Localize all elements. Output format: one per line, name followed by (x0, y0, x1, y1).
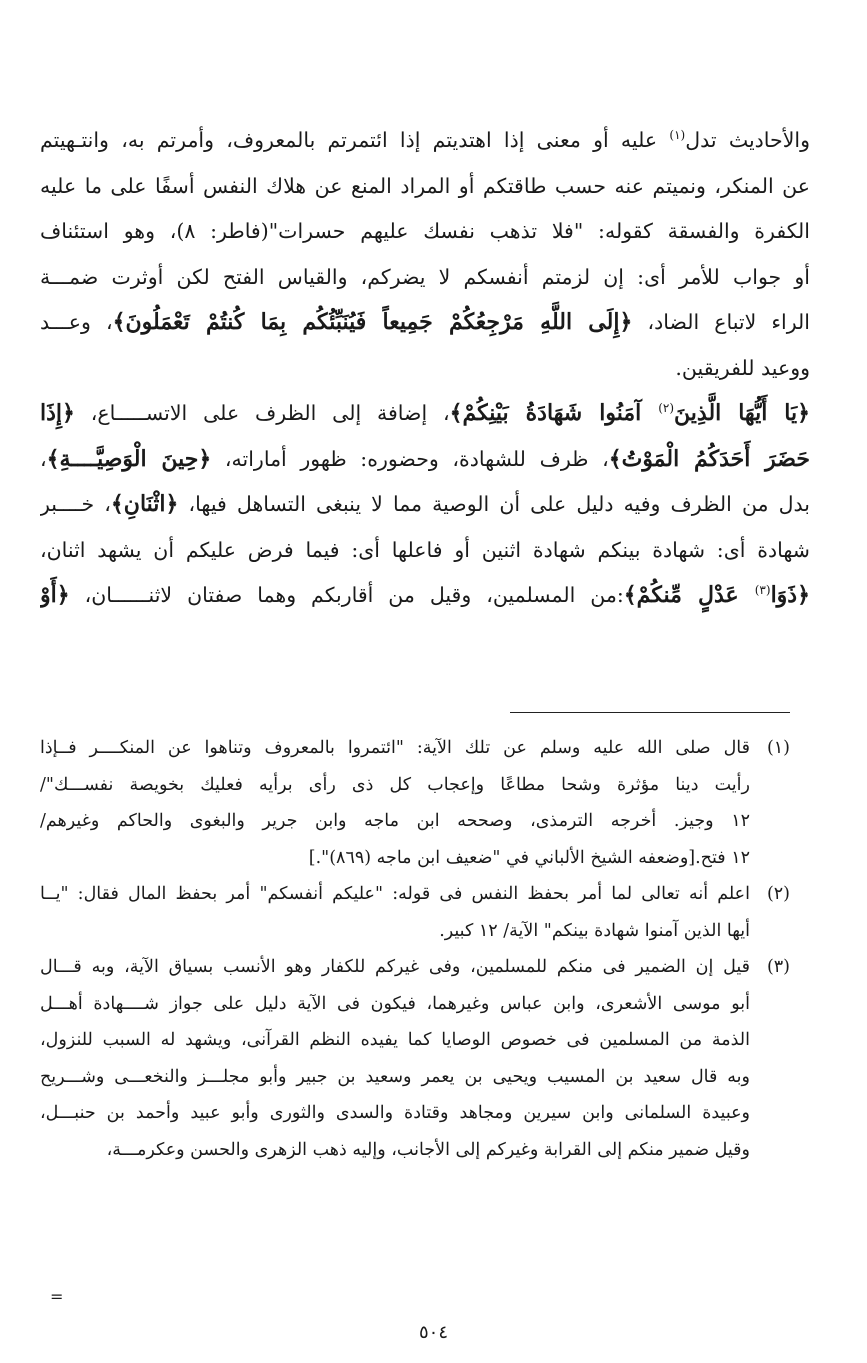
quran-quote: ﴿يَا أَيُّهَا الَّذِينَ (674, 400, 810, 426)
footnote-line: وعبيدة السلمانى وابن سيرين ومجاهد وقتادة والسدى والثورى وأبو عبيد وأحمد بن حنبـــل، (40, 1103, 750, 1123)
footnotes (40, 730, 790, 1168)
text-segment: عليه أو معنى إذا اهتديتم إذا ائتمرتم بالمعروف، وأمرتم به، وانتـهيتم (40, 128, 670, 152)
quran-quote: ﴿ذَوَا (770, 582, 810, 608)
footnote-line: اعلم أنه تعالى لما أمر بحفظ النفس فى قوله: "عليكم أنفسكم" أمر بحفظ المال فقال: "يــا (40, 884, 750, 904)
quran-quote: ﴿إِذَا (40, 400, 75, 426)
text-line (40, 482, 810, 528)
footnote-line: الذمة من المسلمين فى خصوص الوصايا كما يفيده النظم القرآنى، ويشهد له السبب للنزول، (40, 1030, 750, 1050)
text-line (40, 255, 810, 301)
quran-quote: آمَنُوا شَهَادَةُ بَيْنِكُمْ﴾ (449, 400, 659, 426)
text-line (40, 209, 810, 255)
footnote-body (40, 876, 750, 949)
footnote-line: رأيت دينا مؤثرة وشحا مطاعًا وإعجاب كل ذى رأى برأيه فعليك بخويصة نفســـك"/ (40, 774, 750, 795)
text-line (40, 118, 810, 164)
footnote-line: ١٢ وجيز. أخرجه الترمذى، وصححه ابن ماجه وابن جرير والبغوى والحاكم وغيرهم/ (40, 811, 750, 831)
text-line (40, 573, 810, 619)
text-segment: ، (40, 446, 47, 471)
main-text (40, 118, 810, 619)
footnote-number: (١) (766, 738, 790, 758)
text-segment: الكفرة والفسقة كقوله: "فلا تذهب نفسك عليهم حسرات"(فاطر: ٨)، وهو استئناف (40, 219, 810, 243)
text-segment: ، ظرف للشهادة، وحضوره: ظهور أماراته، (211, 446, 609, 471)
footnote-line: وبه قال سعيد بن المسيب ويحيى بن يعمر وسعيد بن جبير وأبو مجلـــز والنخعـــى وشـــريح (40, 1066, 750, 1087)
text-segment: عن المنكر، ونميتم عنه حسب طاقتكم أو المراد المنع عن هلاك النفس أسفًا على ما عليه (40, 173, 810, 198)
quran-quote: ﴿أَوْ (40, 582, 70, 608)
quran-quote: ﴿إِلَى اللَّهِ مَرْجِعُكُمْ جَمِيعاً فَيُنَبِّئُكُم بِمَا كُنتُمْ تَعْمَلُونَ﴾ (112, 309, 633, 335)
footnote-line: أيها الذين آمنوا شهادة بينكم" الآية/ ١٢ كبير. (439, 920, 750, 941)
text-segment: ، خــــبر (40, 492, 111, 516)
footnote-separator (510, 712, 790, 713)
footnote (40, 730, 790, 876)
text-segment: الراء لاتباع الضاد، (632, 310, 810, 334)
text-segment: بدل من الظرف وفيه دليل على أن الوصية مما لا ينبغى التساهل فيها، (178, 492, 810, 516)
text-segment: شهادة أى: شهادة بينكم شهادة اثنين أو فاعلها أى: فيما فرض عليكم أن يشهد اثنان، (40, 537, 810, 562)
text-segment: أو جواب للأمر أى: إن لزمتم أنفسكم لا يضركم، والقياس الفتح لكن أوثرت ضمـــة (40, 264, 810, 289)
quran-quote: حَضَرَ أَحَدَكُمُ الْمَوْتُ﴾ (608, 445, 810, 472)
footnote-line: وقيل ضمير منكم إلى القرابة وغيركم إلى الأجانب، وإليه ذهب الزهرى والحسن وعكرمـــة، (106, 1139, 750, 1160)
text-line (40, 164, 810, 210)
text-segment: ووعيد للفريقين. (675, 355, 810, 380)
footnote-number: (٢) (766, 884, 790, 904)
text-line (40, 437, 810, 483)
text-line (40, 528, 810, 574)
footnote-ref: (٣) (754, 583, 771, 598)
quran-quote: ﴿حِينَ الْوَصِيَّــــةِ﴾ (46, 445, 212, 472)
page-number: ٥٠٤ (418, 1322, 448, 1343)
footnote-line: ١٢ فتح.[وضعفه الشيخ الألباني في "ضعيف ابن ماجه (٨٦٩)".] (308, 847, 750, 868)
text-line (40, 300, 810, 346)
text-line (40, 346, 810, 392)
footnote (40, 949, 790, 1168)
footnote-line: قال صلى الله عليه وسلم عن تلك الآية: "ائتمروا بالمعروف وتناهوا عن المنكــــر فــإذا (40, 738, 750, 758)
footnote-body (40, 949, 750, 1168)
footnote-ref: (٢) (658, 401, 675, 416)
text-segment: والأحاديث تدل (685, 128, 810, 152)
text-segment: ، إضافة إلى الظرف على الاتســـــاع، (74, 401, 450, 425)
footnote-number: (٣) (766, 957, 790, 977)
text-segment: ، وعـــد (40, 310, 113, 334)
footnote (40, 876, 790, 949)
quran-quote: ﴿اثْنَانِ﴾ (110, 491, 179, 517)
footnote-line: قيل إن الضمير فى منكم للمسلمين، وفى غيركم للكفار وهو الأنسب بسياق الآية، وبه قـــال (40, 957, 750, 977)
footnote-line: أبو موسى الأشعرى، وابن عباس وغيرهما، فيكون فى الآية دليل على جواز شــــهادة أهـــل (40, 993, 750, 1014)
quran-quote: عَدْلٍ مِّنكُمْ﴾ (623, 582, 755, 608)
continuation-mark: = (50, 1287, 64, 1306)
text-line (40, 391, 810, 437)
footnote-body (40, 730, 750, 876)
footnote-ref: (١) (669, 128, 686, 143)
text-segment: :من المسلمين، وقيل من أقاربكم وهما صفتان لاثنــــــان، (69, 583, 624, 607)
